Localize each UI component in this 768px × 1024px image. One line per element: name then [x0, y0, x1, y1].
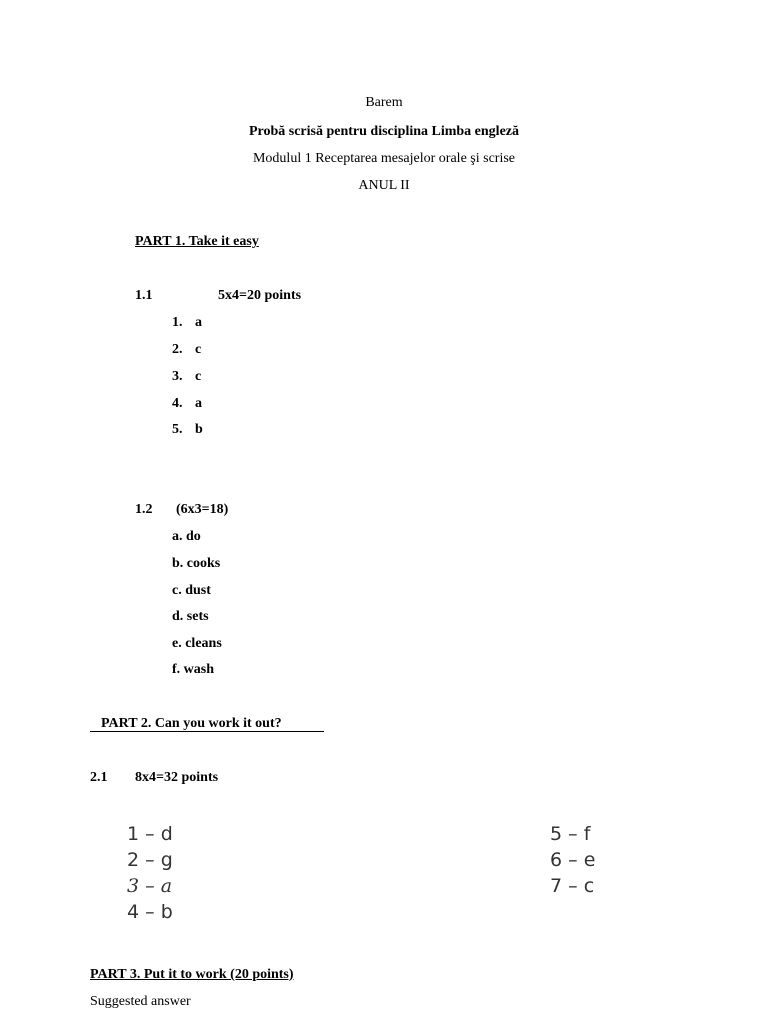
list-item: f. wash	[172, 662, 215, 677]
list-item: 6 – e	[550, 849, 596, 871]
list-item: a. do	[172, 529, 201, 544]
exercise-1-2-number: 1.2	[135, 502, 153, 517]
doc-year: ANUL II	[358, 178, 410, 193]
list-item: 2. c	[172, 342, 202, 357]
list-item: 4. a	[172, 396, 202, 411]
list-item: 2 – g	[127, 849, 173, 871]
list-item: 4 – b	[127, 901, 173, 923]
exercise-1-1-number: 1.1	[135, 288, 153, 303]
doc-title: Probă scrisă pentru disciplina Limba engleză	[248, 124, 520, 139]
list-item: c. dust	[172, 583, 211, 598]
list-item: 3 – a	[127, 875, 173, 897]
matching-answers-left	[127, 821, 173, 925]
exercise-2-1-number: 2.1	[90, 770, 108, 785]
list-item: e. cleans	[172, 636, 222, 651]
list-item: 1 – d	[127, 823, 173, 845]
list-item: 1. a	[172, 315, 202, 330]
part1-title: PART 1. Take it easy	[135, 234, 259, 249]
list-item: 3. c	[172, 369, 202, 384]
list-item: 5. b	[172, 422, 203, 437]
list-item: 7 – c	[550, 875, 595, 897]
exercise-2-1-points: 8x4=32 points	[135, 770, 219, 785]
part3-title: PART 3. Put it to work (20 points)	[90, 967, 294, 982]
part2-title: PART 2. Can you work it out?	[90, 716, 324, 732]
list-item: 5 – f	[550, 823, 591, 845]
matching-answers-right	[550, 821, 595, 899]
doc-header-barem: Barem	[365, 95, 403, 110]
list-item: b. cooks	[172, 556, 221, 571]
exercise-1-1-points: 5x4=20 points	[218, 288, 302, 303]
exercise-1-2-points: (6x3=18)	[176, 502, 229, 517]
doc-module: Modulul 1 Receptarea mesajelor orale şi scrise	[252, 151, 515, 166]
list-item: d. sets	[172, 609, 209, 624]
part3-subtitle: Suggested answer	[90, 994, 191, 1009]
